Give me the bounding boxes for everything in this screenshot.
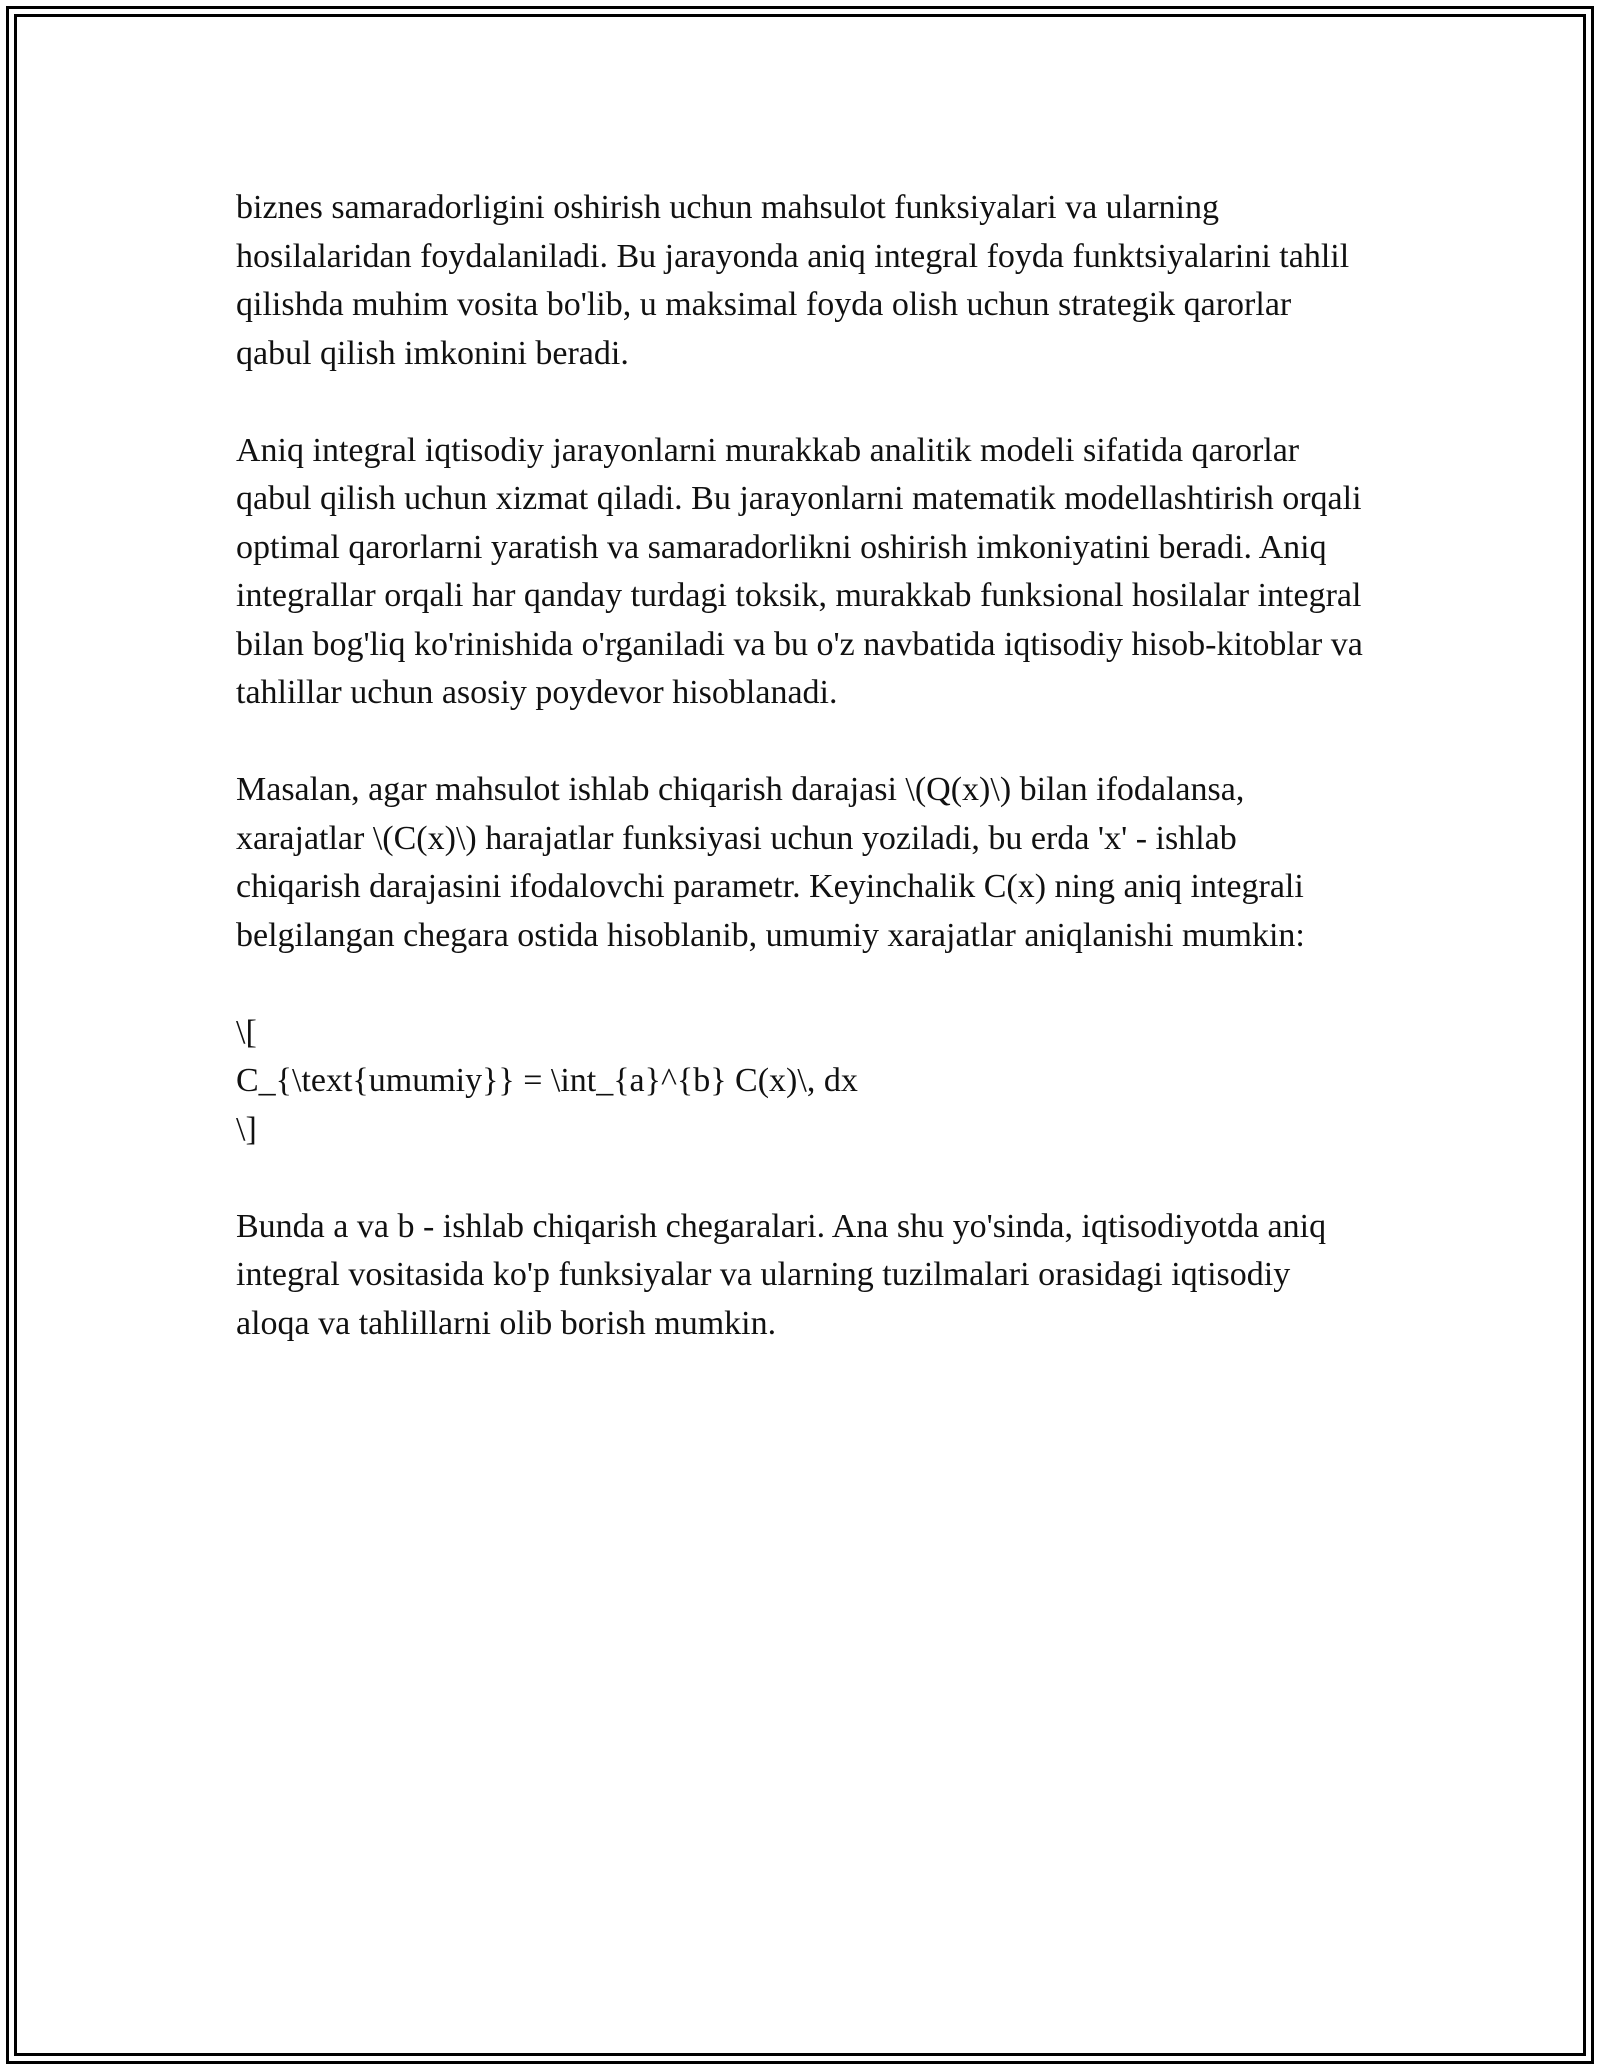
document-body xyxy=(236,184,1366,1397)
paragraph-example: Masalan, agar mahsulot ishlab chiqarish darajasi \(Q(x)\) bilan ifodalansa, xarajatlar \(C(x)\) harajatlar funksiyasi uchun yoziladi, bu erda 'x' - ishlab chiqarish darajasini ifodalovchi parametr. Keyinchalik C(x) ning aniq integrali belgilangan chegara ostida hisoblanib, umumiy xarajatlar aniqlanishi mumkin: xyxy=(236,771,1305,954)
paragraph-intro-continued: biznes samaradorligini oshirish uchun mahsulot funksiyalari va ularning hosilalaridan foydalaniladi. Bu jarayonda aniq integral foyda funktsiyalarini tahlil qilishda muhim vosita bo'lib, u maksimal foyda olish uchun strategik qarorlar qabul qilish imkonini beradi. xyxy=(236,189,1350,372)
formula-body: C_{\text{umumiy}} = \int_{a}^{b} C(x)\, dx xyxy=(236,1062,858,1099)
formula-close-delimiter: \] xyxy=(236,1110,257,1148)
paragraph-conclusion: Bunda a va b - ishlab chiqarish chegaralari. Ana shu yo'sinda, iqtisodiyotda aniq integral vositasida ko'p funksiyalar va ularning tuzilmalari orasidagi iqtisodiy aloqa va tahlillarni olib borish mumkin. xyxy=(236,1207,1327,1342)
paragraph-integral-role: Aniq integral iqtisodiy jarayonlarni murakkab analitik modeli sifatida qarorlar qabul qilish uchun xizmat qiladi. Bu jarayonlarni matematik modellashtirish orqali optimal qarorlarni yaratish va samaradorlikni oshirish imkoniyatini beradi. Aniq integrallar orqali har qanday turdagi toksik, murakkab funksional hosilalar integral bilan bog'liq ko'rinishida o'rganiladi va bu o'z navbatida iqtisodiy hisob-kitoblar va tahlillar uchun asosiy poydevor hisoblanadi. xyxy=(236,431,1363,711)
display-formula xyxy=(236,1009,1366,1155)
formula-open-delimiter: \[ xyxy=(236,1013,257,1051)
